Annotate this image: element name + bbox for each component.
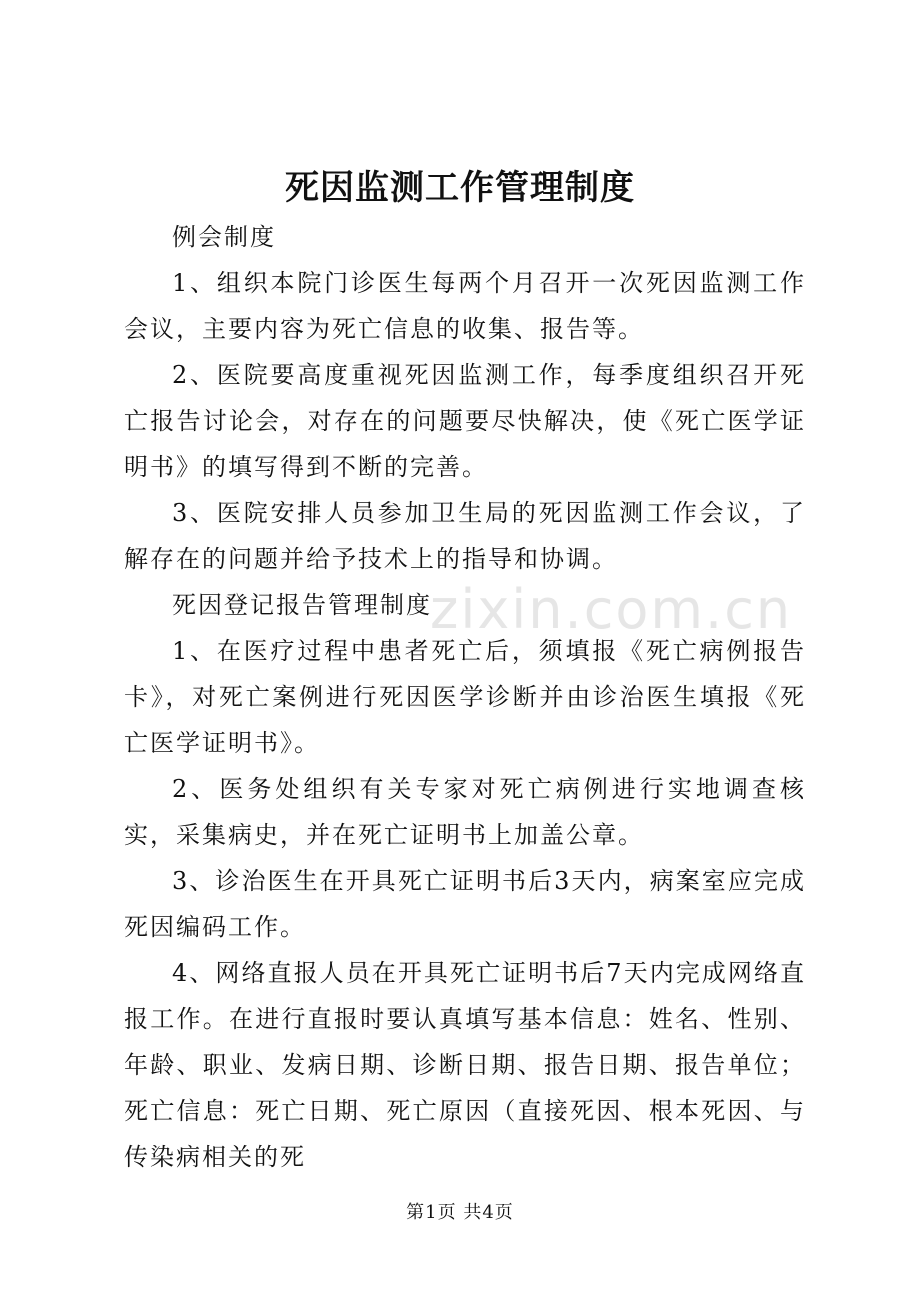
document-title: 死因监测工作管理制度 (285, 168, 635, 208)
paragraph: 2、医务处组织有关专家对死亡病例进行实地调查核实，采集病史，并在死亡证明书上加盖公章。 (124, 775, 806, 849)
page-footer: 第1页 共4页 (406, 1202, 514, 1223)
document-body (124, 214, 806, 1180)
paragraph: 3、诊治医生在开具死亡证明书后3天内，病案室应完成死因编码工作。 (124, 867, 806, 941)
paragraph: 1、在医疗过程中患者死亡后，须填报《死亡病例报告卡》，对死亡案例进行死因医学诊断并由诊治医生填报《死亡医学证明书》。 (124, 637, 806, 757)
section-heading: 例会制度 (172, 223, 276, 251)
paragraph: 1、组织本院门诊医生每两个月召开一次死因监测工作会议，主要内容为死亡信息的收集、报告等。 (124, 269, 806, 343)
paragraph: 2、医院要高度重视死因监测工作，每季度组织召开死亡报告讨论会，对存在的问题要尽快解决，使《死亡医学证明书》的填写得到不断的完善。 (124, 361, 806, 481)
section-heading: 死因登记报告管理制度 (172, 591, 432, 619)
watermark: zixin.com.cn (430, 578, 793, 641)
paragraph: 4、网络直报人员在开具死亡证明书后7天内完成网络直报工作。在进行直报时要认真填写基本信息：姓名、性别、年龄、职业、发病日期、诊断日期、报告日期、报告单位；死亡信息：死亡日期、死亡原因（直接死因、根本死因、与传染病相关的死 (124, 959, 806, 1171)
paragraph: 3、医院安排人员参加卫生局的死因监测工作会议，了解存在的问题并给予技术上的指导和协调。 (124, 499, 806, 573)
